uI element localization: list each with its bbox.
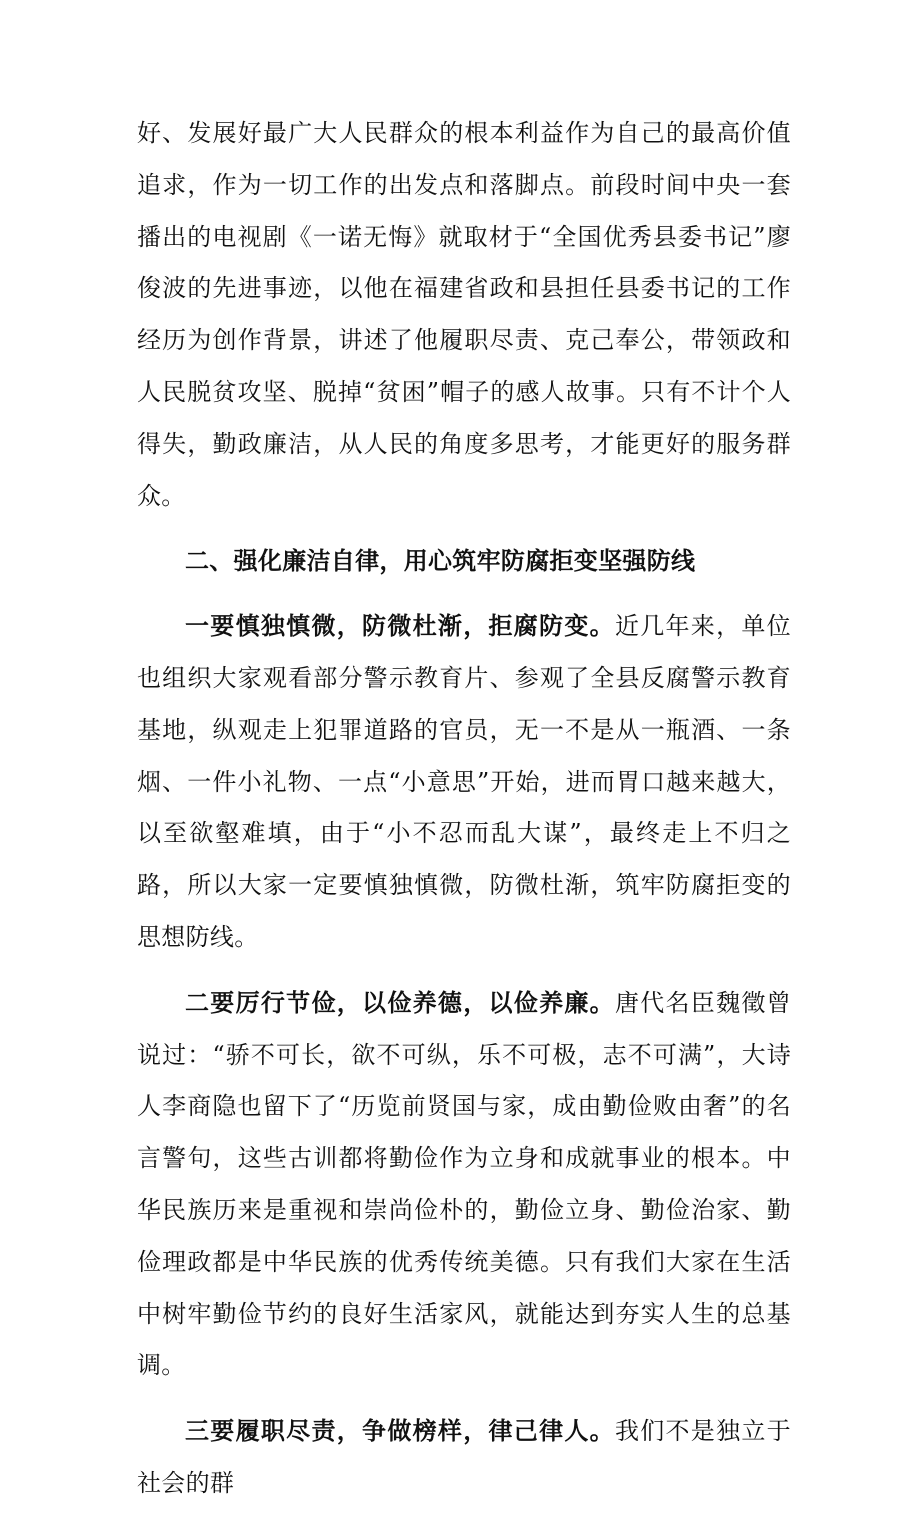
point-2-body: 唐代名臣魏徵曾说过：“骄不可长，欲不可纵，乐不可极，志不可满”，大诗人李商隐也留下了“历览前贤国与家，成由勤俭败由奢”的名言警句，这些古训都将勤俭作为立身和成就事业的根本。中华民族历来是重视和崇尚俭朴的，勤俭立身、勤俭治家、勤俭理政都是中华民族的优秀传统美德。只有我们大家在生活中树牢勤俭节约的良好生活家风，就能达到夯实人生的总基调。 (137, 988, 791, 1380)
point-1-body: 近几年来，单位也组织大家观看部分警示教育片、参观了全县反腐警示教育基地，纵观走上犯罪道路的官员，无一不是从一瓶酒、一条烟、一件小礼物、一点“小意思”开始，进而胃口越来越大，以至欲壑难填，由于“小不忍而乱大谋”，最终走上不归之路，所以大家一定要慎独慎微，防微杜渐，筑牢防腐拒变的思想防线。 (137, 612, 791, 951)
point-3-lead: 三要履职尽责，争做榜样，律己律人。 (185, 1416, 615, 1446)
point-1-lead: 一要慎独慎微，防微杜渐，拒腐防变。 (185, 611, 615, 641)
point-2-lead: 二要厉行节俭，以俭养德，以俭养廉。 (185, 987, 615, 1017)
document-body (137, 108, 791, 1523)
paragraph-point-1 (137, 600, 791, 964)
paragraph-point-3 (137, 1405, 791, 1510)
paragraph-continuation: 好、发展好最广大人民群众的根本利益作为自己的最高价值追求，作为一切工作的出发点和落脚点。前段时间中央一套播出的电视剧《一诺无悔》就取材于“全国优秀县委书记”廖俊波的先进事迹，以他在福建省政和县担任县委书记的工作经历为创作背景，讲述了他履职尽责、克己奉公，带领政和人民脱贫攻坚、脱掉“贫困”帽子的感人故事。只有不计个人得失，勤政廉洁，从人民的角度多思考，才能更好的服务群众。 (137, 119, 791, 510)
paragraph-point-2 (137, 977, 791, 1392)
section-heading: 二、强化廉洁自律，用心筑牢防腐拒变坚强防线 (185, 546, 696, 576)
point-3-body: 我们不是独立于社会的群 (137, 1417, 791, 1497)
